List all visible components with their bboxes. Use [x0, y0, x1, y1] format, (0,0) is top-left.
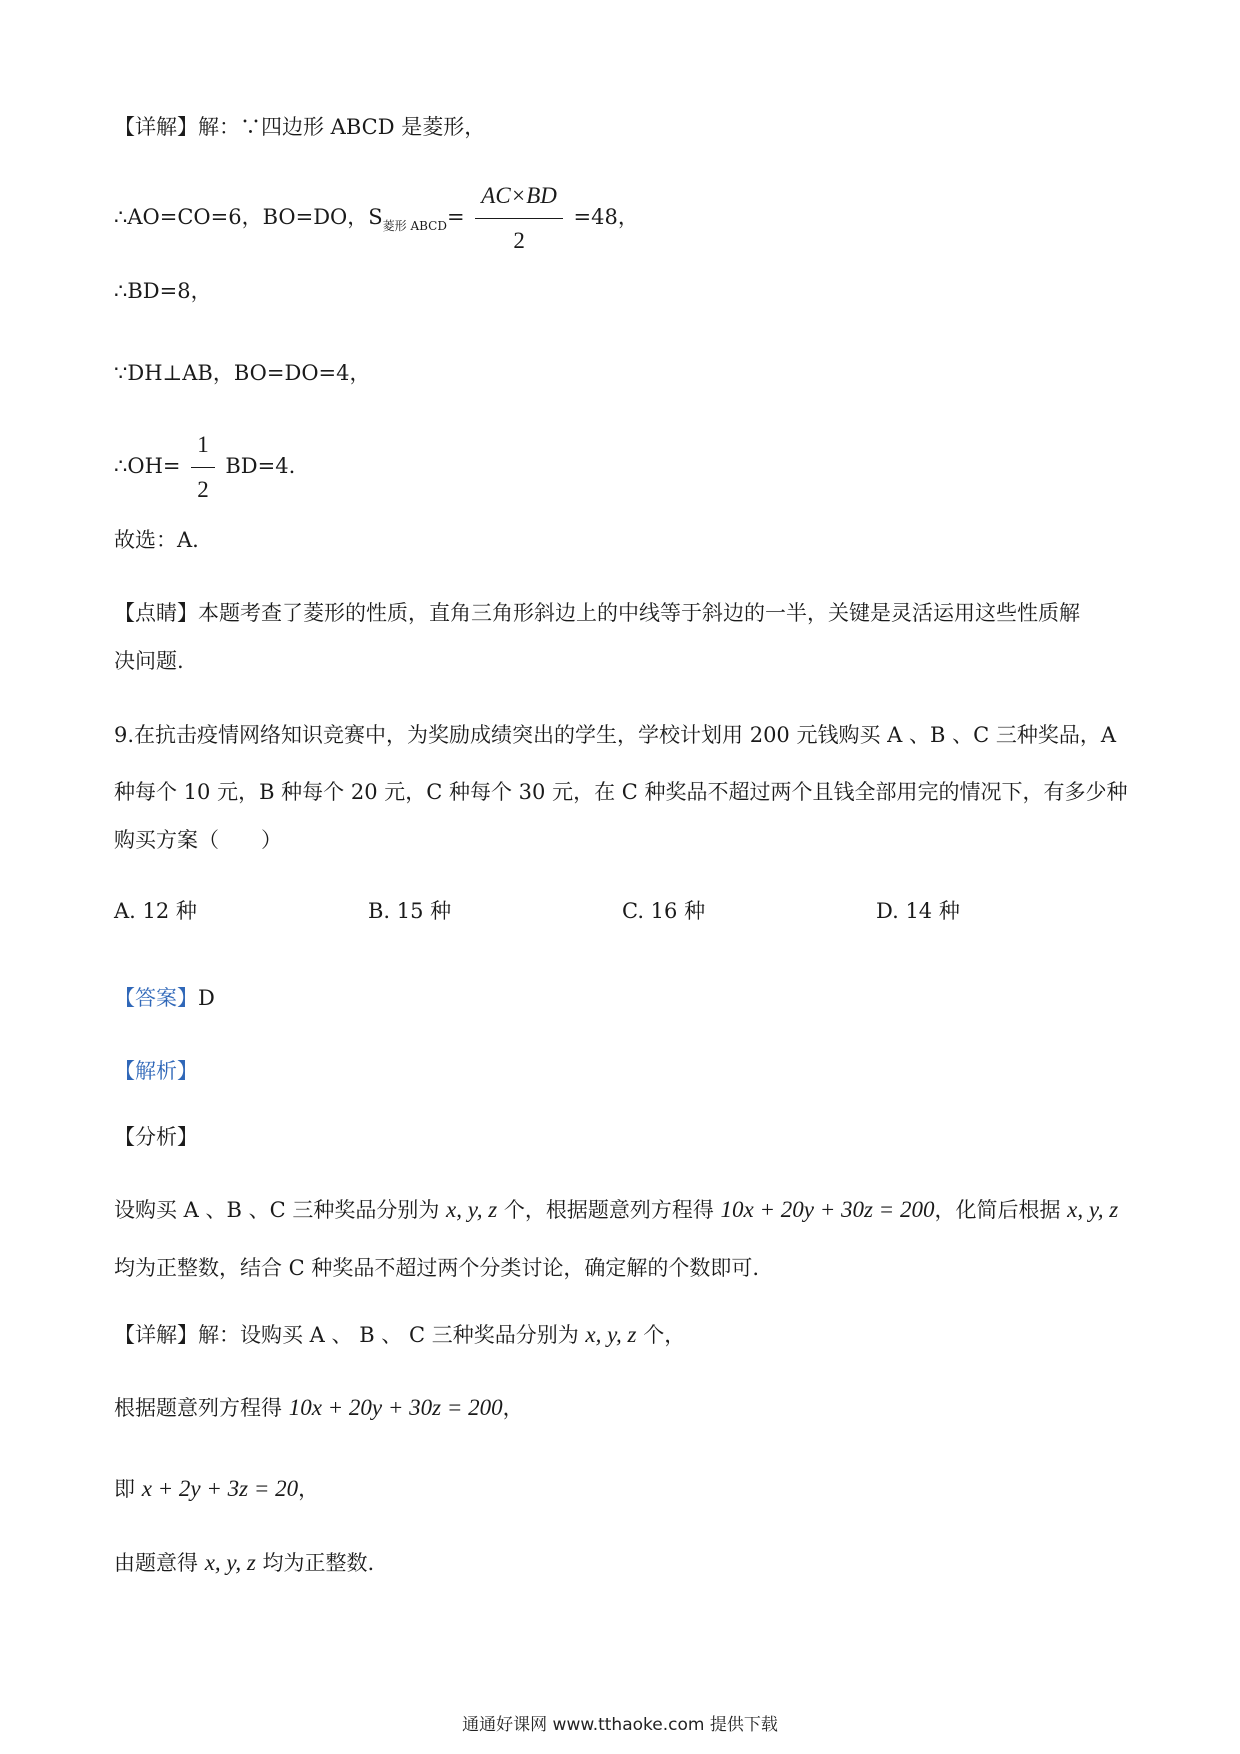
dh-perpendicular-line: [114, 358, 371, 388]
detail-text-3a: 即: [114, 1477, 142, 1501]
question-9-text-2: 种每个 10 元，B 种每个 20 元，C 种每个 30 元，在 C 种奖品不超过两个且钱全部用完的情况下，有多少种: [114, 780, 1128, 804]
area-suffix: =48，: [573, 205, 639, 229]
choice-c: [622, 895, 705, 925]
analysis-line: [114, 1056, 198, 1086]
detail-text-4a: 由题意得: [114, 1551, 205, 1575]
analysis-label: 【解析】: [114, 1059, 198, 1083]
question-9-line-2: [114, 777, 1127, 807]
dh-perpendicular-text: ∵DH⊥AB，BO=DO=4，: [114, 361, 371, 385]
choice-c-text: C. 16 种: [622, 899, 706, 923]
fenxi-text-c: ，化简后根据: [934, 1198, 1068, 1222]
oh-value-line: [114, 425, 295, 510]
area-fraction-numerator: AC×BD: [475, 176, 563, 219]
question-9-line-1: [114, 720, 1116, 750]
choice-d: [876, 895, 960, 925]
answer-label: 【答案】: [114, 986, 198, 1010]
comment-text-1: 【点睛】本题考查了菱形的性质，直角三角形斜边上的中线等于斜边的一半，关键是灵活运用这些性质解: [114, 601, 1080, 625]
choice-d-text: D. 14 种: [876, 899, 960, 923]
question-9-line-3: [114, 825, 282, 855]
area-prefix: ∴AO=CO=6，BO=DO，S: [114, 205, 383, 229]
area-fraction-denominator: 2: [513, 228, 525, 253]
fenxi-body-line-2: [114, 1253, 759, 1283]
detail-line-2: [114, 1393, 524, 1423]
fenxi-line: [114, 1122, 198, 1152]
fenxi-equation: 10x + 20y + 30z = 200: [720, 1197, 935, 1222]
detail-line-1: [114, 1320, 685, 1350]
fenxi-text-a: 设购买 A 、B 、C 三种奖品分别为: [114, 1198, 447, 1222]
fenxi-label: 【分析】: [114, 1125, 198, 1149]
detail-text-2b: ，: [502, 1396, 524, 1420]
choice-selected-text: 故选：A.: [114, 528, 199, 552]
answer-value: D: [198, 986, 215, 1010]
fenxi-vars: x, y, z: [446, 1197, 498, 1222]
half-fraction-denominator: 2: [197, 477, 209, 502]
solution-intro-text: 【详解】解：∵四边形 ABCD 是菱形，: [114, 115, 486, 139]
question-9-text-1: 9.在抗击疫情网络知识竞赛中，为奖励成绩突出的学生，学校计划用 200 元钱购买 A 、B 、C 三种奖品，A: [114, 723, 1116, 747]
footer-text: 通通好课网 www.tthaoke.com 提供下载: [462, 1715, 778, 1735]
detail-equation-3: x + 2y + 3z = 20: [141, 1476, 299, 1501]
fenxi-text-b: 个，根据题意列方程得: [497, 1198, 721, 1222]
detail-text-1b: 个，: [636, 1323, 686, 1347]
choice-a: [114, 895, 197, 925]
page-footer: [0, 1710, 1240, 1735]
detail-vars-1: x, y, z: [585, 1322, 637, 1347]
question-9-text-3: 购买方案（ ）: [114, 828, 282, 852]
detail-line-4: [114, 1548, 374, 1578]
detail-equation-2: 10x + 20y + 30z = 200: [288, 1395, 503, 1420]
detail-text-3b: ，: [298, 1477, 320, 1501]
half-fraction: [191, 425, 215, 510]
rhombus-area-line: [114, 176, 639, 261]
comment-text-2: 决问题.: [114, 649, 184, 673]
half-fraction-numerator: 1: [191, 425, 215, 468]
detail-vars-4: x, y, z: [204, 1550, 256, 1575]
area-subscript: 菱形 ABCD: [382, 219, 447, 233]
area-fraction: [475, 176, 563, 261]
detail-text-1a: 【详解】解：设购买 A 、 B 、 C 三种奖品分别为: [114, 1323, 586, 1347]
choice-b-text: B. 15 种: [368, 899, 452, 923]
detail-text-2a: 根据题意列方程得: [114, 1396, 289, 1420]
choice-a-text: A. 12 种: [114, 899, 197, 923]
detail-text-4b: 均为正整数.: [255, 1551, 375, 1575]
fenxi-vars-2: x, y, z: [1067, 1197, 1119, 1222]
bd-value-text: ∴BD=8，: [114, 279, 212, 303]
comment-line-1: [114, 598, 1080, 628]
comment-line-2: [114, 646, 184, 676]
choice-b: [368, 895, 451, 925]
area-equals: =: [446, 205, 465, 229]
choice-selected-line: [114, 525, 199, 555]
bd-value-line: [114, 276, 212, 306]
fenxi-body-line-1: [114, 1195, 1118, 1225]
detail-line-3: [114, 1474, 319, 1504]
answer-line: [114, 983, 215, 1013]
solution-intro-line: [114, 112, 485, 142]
fenxi-text-2: 均为正整数，结合 C 种奖品不超过两个分类讨论，确定解的个数即可.: [114, 1256, 760, 1280]
oh-prefix: ∴OH=: [114, 454, 181, 478]
oh-suffix: BD=4.: [225, 454, 296, 478]
